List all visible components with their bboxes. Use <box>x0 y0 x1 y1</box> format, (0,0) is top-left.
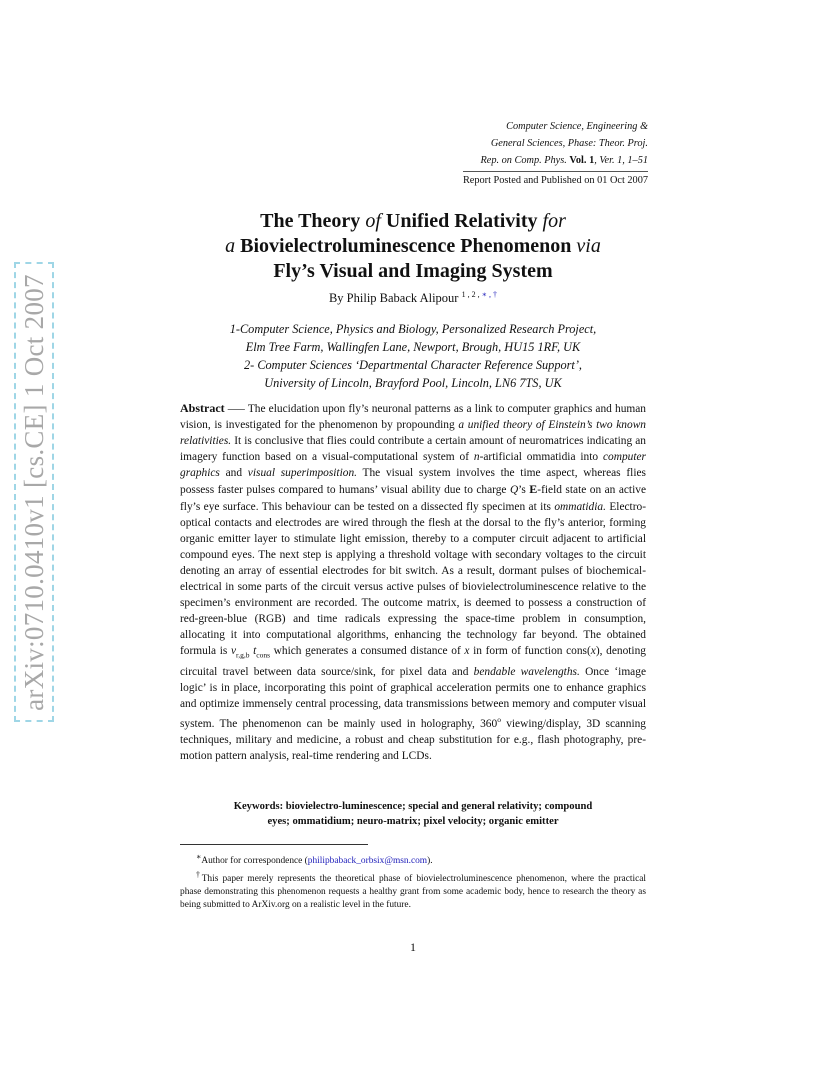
footnote-2 <box>180 868 646 912</box>
keywords-line: eyes; ommatidium; neuro-matrix; pixel velocity; organic emitter <box>267 816 559 827</box>
abstract-text: viewing/display, 3D scanning techniques, military and medicine, a robust and cheap substitution for e.g., flash photography, pre-motion pattern analysis, real-time rendering and LCDs. <box>180 717 647 763</box>
affil-numbers: 1 , 2 , <box>461 290 482 299</box>
header-line-4: Report Posted and Published on 01 Oct 2007 <box>463 171 648 189</box>
affiliation-line: 2- Computer Sciences ‘Departmental Character Reference Support’, <box>244 358 582 372</box>
paper-title <box>180 209 646 284</box>
abstract-text: which generates a consumed distance of <box>270 645 465 658</box>
abstract-text: -field state on an active fly’s eye surface. This behaviour can be tested on a dissected fly specimen at its <box>180 484 647 513</box>
title-part: for <box>542 210 566 232</box>
affiliation-2 <box>180 356 646 392</box>
email-link[interactable]: philipbaback_orbsix@msn.com <box>307 856 428 867</box>
header-rep: Rep. on Comp. Phys. <box>480 155 567 166</box>
formula-t-sub: cons <box>256 650 271 660</box>
abstract-text: The visual system involves the time aspect, whereas flies possess faster pulses compared to humans’ visual ability due to charge <box>180 467 646 497</box>
footnote-text: ). <box>427 856 433 867</box>
abstract-dash: —– <box>224 403 248 415</box>
abstract-text: ), denoting circuital travel between data source/sink, for pixel data and <box>180 645 646 678</box>
abstract-label: Abstract <box>180 401 225 415</box>
abstract-text: -artificial ommatidia into <box>479 451 603 464</box>
author-affil-marks <box>462 290 497 299</box>
abstract <box>180 400 646 764</box>
header-line-3 <box>463 152 648 169</box>
footnote-text: This paper merely represents the theoretical phase of biovielectroluminescence phenomenon, where the practical phase demonstrating this phenomenon requests a healthy grant from some academic body, hence to research the theory as being submitted to ArXiv.org on a realistic level in the future. <box>180 874 647 911</box>
footnote-mark: ∗ <box>196 852 202 861</box>
title-part: of <box>365 210 381 232</box>
keywords <box>180 799 646 829</box>
abstract-bold: E <box>529 482 538 497</box>
abstract-text: Electro-optical contacts and electrodes are wired through the flesh at the dorsal to the fly’s anterior, forming organic emitter layer to stimulate light emission, thereby to a computer circuit adjacent to artificial compound eyes. The next step is applying a threshold voltage with secondary voltages to the circuit denoting an array of essential electrodes for bit switch. As a result, dormant pulses of biochemical-electrical in some parts of the circuit versus active pulses of biovielectroluminescence relative to the specimen’s environment are recorded. The outcome matrix, is deemed to possess a construction of red-green-blue (RGB) and time radicals expressing the space-time problem in consumption, allocating it into computational algorithms, enhancing the technology far beyond. The obtained formula is <box>180 500 647 658</box>
abstract-text: It is conclusive that flies could contribute a certain amount of neuromatrices indicating an imagery function based on a visual-computational system of <box>180 435 646 464</box>
abstract-text: Once ‘image logic’ is in place, incorporating this point of graphical acceleration permits one to enhance graphics and optimize immensely central processing, data transmissions between memory and computer visual system. The phenomenon can be mainly used in holography, 360 <box>180 665 646 730</box>
degree-sup: o <box>497 715 501 725</box>
abstract-text: and <box>219 467 248 480</box>
header-line-2: General Sciences, Phase: Theor. Proj. <box>490 138 648 149</box>
author-name: By Philip Baback Alipour <box>328 291 462 305</box>
footnote-text: Author for correspondence ( <box>201 856 308 867</box>
journal-header <box>463 118 648 189</box>
footnote-mark: † <box>196 870 202 880</box>
abstract-text: ’s <box>518 484 530 497</box>
abstract-italic: n <box>473 451 480 464</box>
author-line <box>180 290 646 306</box>
title-part: via <box>576 235 601 257</box>
abstract-italic: visual superimposition. <box>247 467 357 480</box>
footnote-1 <box>180 850 646 868</box>
affiliation-1 <box>180 320 646 356</box>
affiliation-line: 1-Computer Science, Physics and Biology, Personalized Research Project, <box>229 322 597 336</box>
abstract-italic: Q <box>509 484 519 497</box>
abstract-text: The elucidation upon fly’s neuronal patterns as a link to computer graphics and human vision, is investigated for the phenomenon by propounding <box>180 403 647 432</box>
header-vol: Vol. 1 <box>569 155 595 166</box>
footnotes <box>180 850 646 912</box>
title-part: Biovielectroluminescence Phenomenon <box>235 235 577 257</box>
footnote-rule <box>180 844 368 845</box>
title-part: The Theory <box>260 210 366 232</box>
footnote-marks[interactable]: ∗ , † <box>481 290 498 299</box>
page-number: 1 <box>410 940 416 954</box>
abstract-italic: computer graphics <box>180 451 646 480</box>
title-part: a <box>225 235 236 257</box>
abstract-text: in form of function cons( <box>469 645 591 658</box>
abstract-italic: x <box>590 645 596 658</box>
arxiv-stamp-text: arXiv:0710.0410v1 [cs.CE] 1 Oct 2007 <box>18 273 49 711</box>
header-ver: , Ver. 1, 1–51 <box>594 155 648 166</box>
arxiv-stamp <box>14 262 54 722</box>
abstract-italic: ommatidia. <box>554 500 606 513</box>
affiliation-line: University of Lincoln, Brayford Pool, Lincoln, LN6 7TS, UK <box>264 376 562 390</box>
formula-v: v <box>230 645 236 658</box>
abstract-italic: a unified theory of Einstein’s two known relativities. <box>180 419 646 448</box>
keywords-line: Keywords: biovielectro-luminescence; special and general relativity; compound <box>233 801 593 812</box>
affiliation-line: Elm Tree Farm, Wallingfen Lane, Newport, Brough, HU15 1RF, UK <box>245 340 581 354</box>
title-part: Unified Relativity <box>380 210 543 232</box>
formula-v-sub: r,g,b <box>236 650 250 660</box>
abstract-italic: bendable wavelengths. <box>473 665 580 678</box>
abstract-italic: x <box>464 645 470 658</box>
header-line-1: Computer Science, Engineering & <box>506 121 648 132</box>
title-part: Fly’s Visual and Imaging System <box>273 260 553 282</box>
formula-t: t <box>249 645 257 658</box>
